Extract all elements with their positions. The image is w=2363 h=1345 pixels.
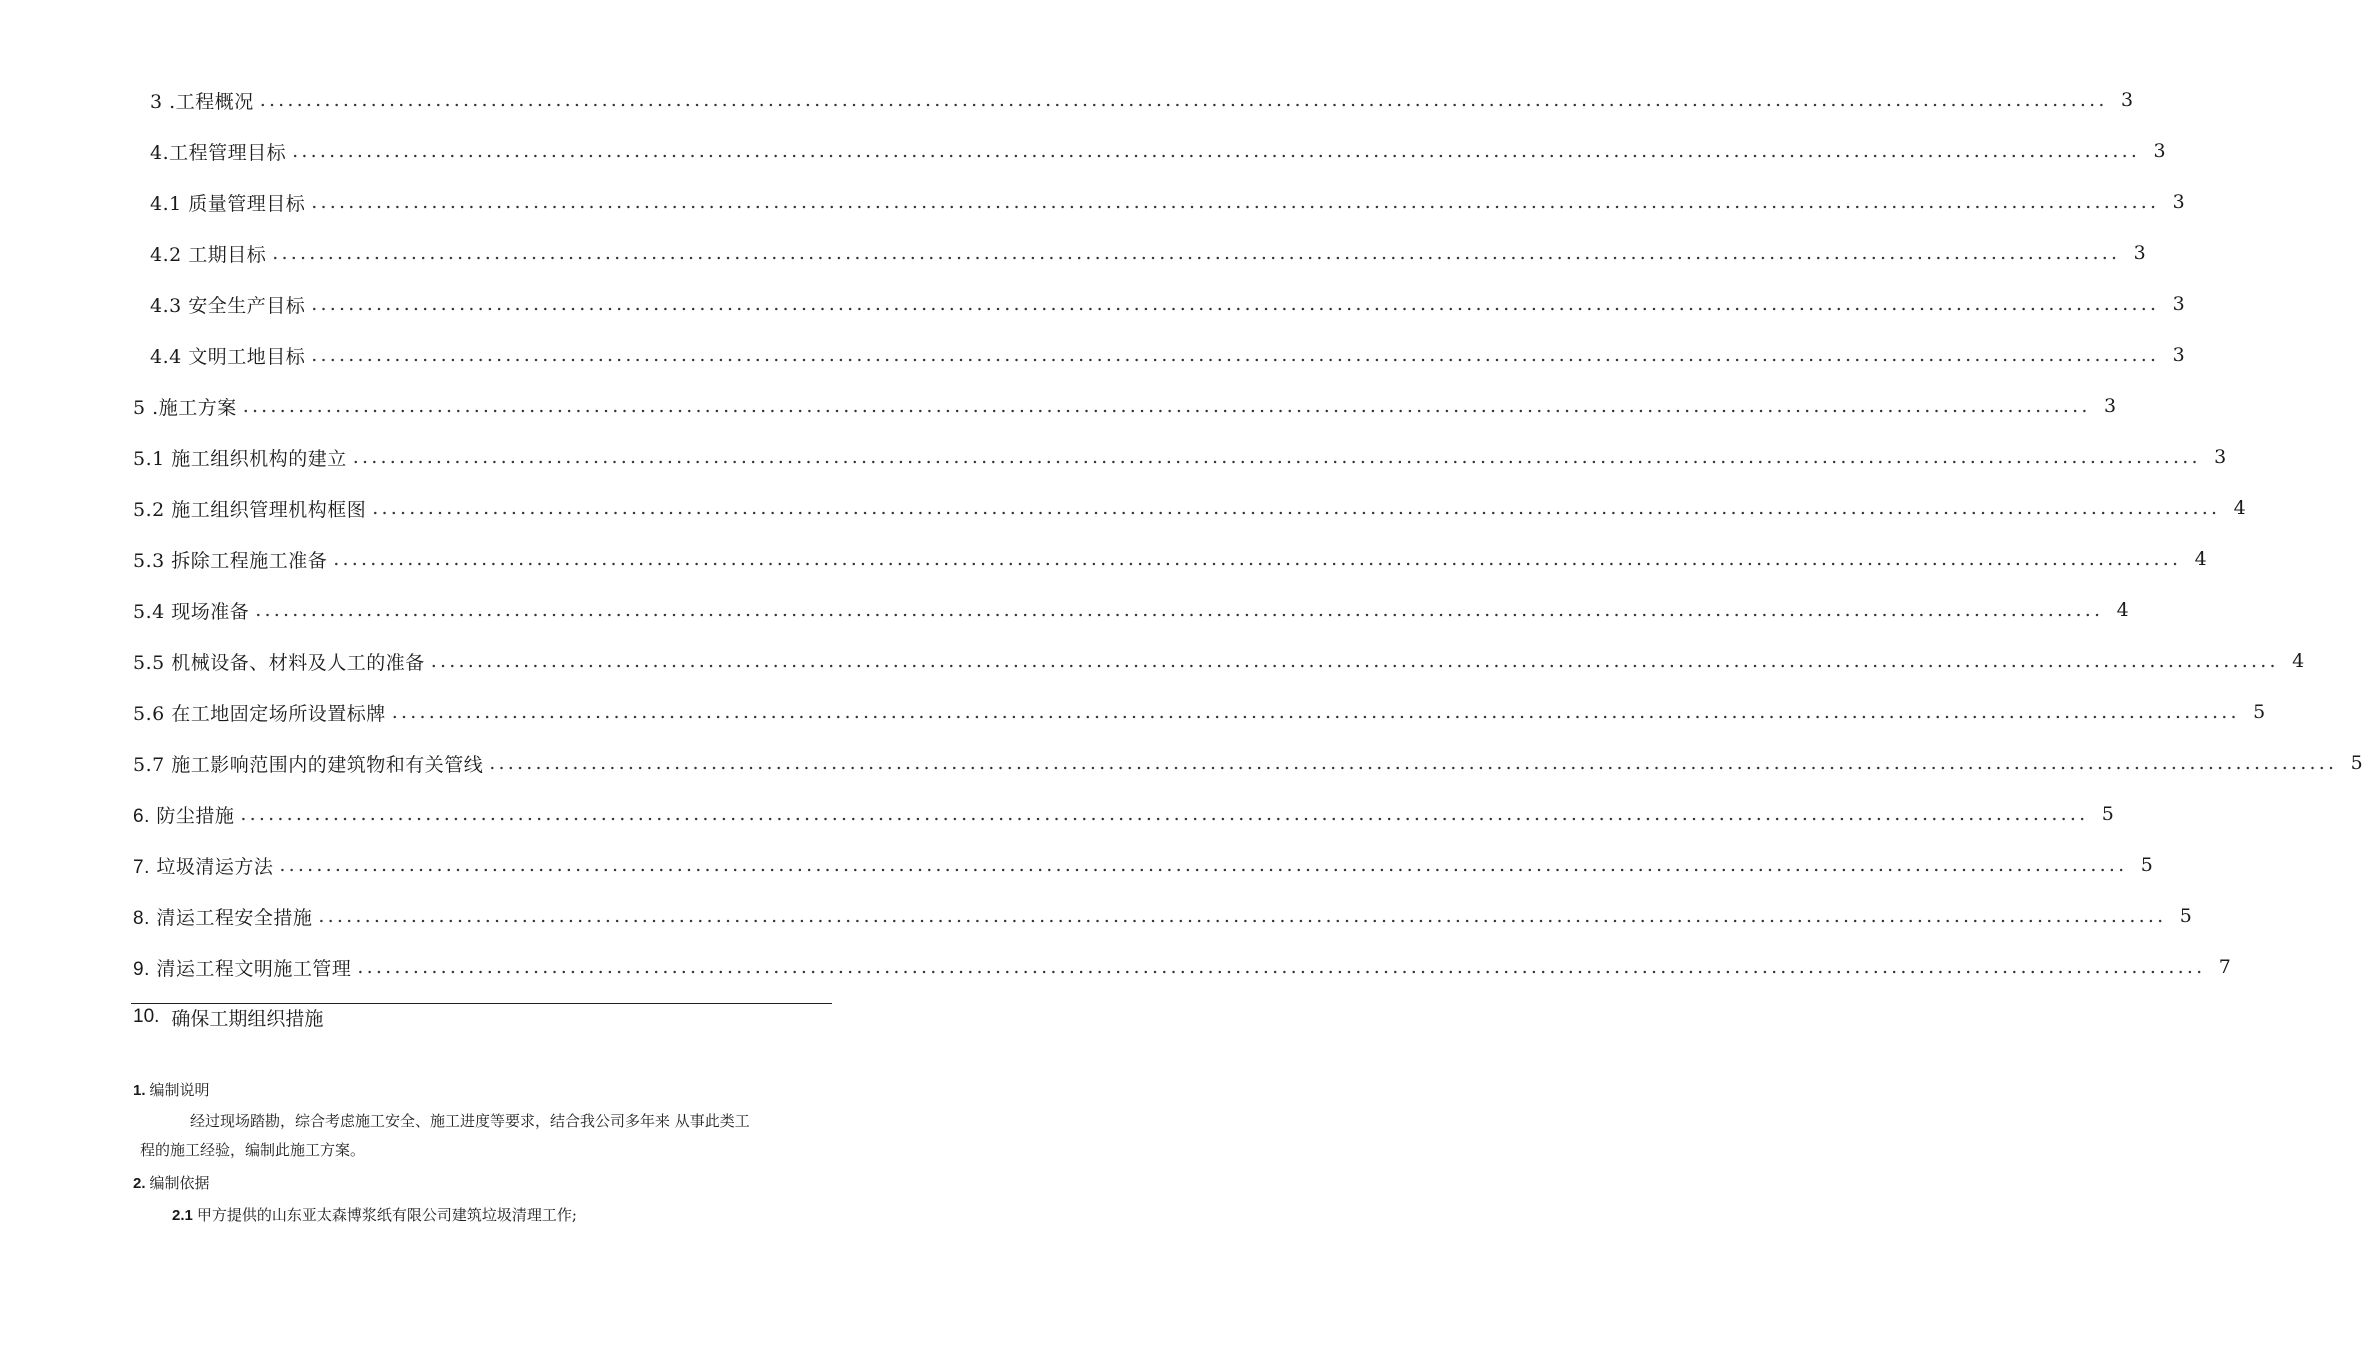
toc-entry[interactable] — [133, 749, 2363, 777]
toc-leader-dots: ........................................................................................................................................................................................................ — [372, 497, 2221, 519]
subsection-number: 2.1 — [172, 1207, 193, 1224]
section-number: 2. — [133, 1175, 146, 1192]
toc-entry-label: 5.5 机械设备、材料及人工的准备 — [133, 651, 425, 674]
toc-leader-dots: ........................................................................................................................................................................................................ — [292, 140, 2141, 162]
toc-page-number: 5 — [2179, 905, 2193, 927]
toc-entry-label: 4.4 文明工地目标 — [150, 345, 306, 368]
toc-entry-label: 5 .施工方案 — [133, 396, 237, 419]
toc-leader-dots: ........................................................................................................................................................................................................ — [279, 854, 2128, 876]
toc-page-number: 7 — [2218, 956, 2232, 978]
toc-entry[interactable] — [133, 545, 2208, 573]
toc-page-number: 5 — [2253, 701, 2266, 723]
toc-entry-label: 3 .工程概况 — [150, 90, 254, 113]
toc-page-number: 3 — [2172, 293, 2186, 315]
toc-leader-dots: ........................................................................................................................................................................................................ — [311, 191, 2160, 213]
toc-entry-label: 8. 清运工程安全措施 — [133, 906, 313, 929]
toc-entry-label: 5.1 施工组织机构的建立 — [133, 447, 347, 470]
toc-leader-dots: ........................................................................................................................................................................................................ — [255, 599, 2104, 621]
toc-entry[interactable] — [133, 800, 2115, 828]
section-heading — [133, 1169, 210, 1198]
toc-entry[interactable] — [133, 443, 2227, 471]
toc-leader-dots: ........................................................................................................................................................................................................ — [259, 89, 2108, 111]
toc-entry[interactable] — [133, 851, 2154, 879]
section-number: 1. — [133, 1082, 146, 1099]
toc-entry-label: 4.2 工期目标 — [150, 243, 267, 266]
toc-entry-label: 6. 防尘措施 — [133, 804, 235, 827]
toc-entry[interactable] — [150, 290, 2186, 318]
toc-leader-dots: ........................................................................................................................................................................................................ — [311, 344, 2160, 366]
toc-entry[interactable] — [133, 953, 2232, 981]
toc-entry-label: 7. 垃圾清运方法 — [133, 855, 274, 878]
toc-entry[interactable] — [133, 392, 2117, 420]
toc-page-number: 4 — [2292, 650, 2305, 672]
toc-page-number: 3 — [2172, 191, 2186, 213]
toc-entry[interactable] — [150, 341, 2186, 369]
toc-page-number: 3 — [2214, 446, 2227, 468]
toc-entry[interactable] — [150, 137, 2167, 165]
toc-page-number: 3 — [2121, 89, 2134, 111]
toc-entry[interactable] — [133, 902, 2193, 930]
toc-entry[interactable] — [133, 494, 2247, 522]
section-heading — [133, 1076, 210, 1105]
toc-page-number: 4 — [2194, 548, 2208, 570]
toc-entry-label: 4.1 质量管理目标 — [150, 192, 306, 215]
section-title: 编制说明 — [149, 1081, 210, 1099]
toc-entry-label: 9. 清运工程文明施工管理 — [133, 957, 352, 980]
toc-leader-dots: ........................................................................................................................................................................................................ — [318, 905, 2167, 927]
toc-page-number: 5 — [2101, 803, 2115, 825]
section-title: 编制依据 — [149, 1174, 210, 1192]
toc-leader-dots: ........................................................................................................................................................................................................ — [352, 446, 2201, 468]
toc-entry-label: 4.3 安全生产目标 — [150, 294, 306, 317]
toc-page-number: 3 — [2172, 344, 2186, 366]
toc-entry-label: 5.4 现场准备 — [133, 600, 250, 623]
toc-entry-label: 5.2 施工组织管理机构框图 — [133, 498, 367, 521]
toc-entry-label: 5.6 在工地固定场所设置标牌 — [133, 702, 386, 725]
toc-entry[interactable] — [150, 86, 2134, 114]
toc-entry[interactable] — [150, 239, 2147, 267]
toc-leader-dots: ........................................................................................................................................................................................................ — [242, 395, 2091, 417]
toc-entry-label: 5.7 施工影响范围内的建筑物和有关管线 — [133, 753, 484, 776]
toc-leader-dots: ........................................................................................................................................................................................................ — [333, 548, 2182, 570]
toc-page-number: 4 — [2233, 497, 2247, 519]
toc-entry-title: 确保工期组织措施 — [171, 1007, 324, 1030]
toc-entry[interactable] — [150, 188, 2186, 216]
toc-page-number: 5 — [2140, 854, 2154, 876]
toc-entry[interactable] — [133, 647, 2305, 675]
paragraph-line: 程的施工经验，编制此施工方案。 — [140, 1141, 366, 1159]
toc-page-number: 3 — [2104, 395, 2117, 417]
subsection-line — [172, 1201, 577, 1230]
toc-entry[interactable] — [133, 1003, 323, 1031]
paragraph-line: 经过现场踏勘，综合考虑施工安全、施工进度等要求，结合我公司多年来 从事此类工 — [190, 1112, 750, 1130]
toc-leader-dots: ........................................................................................................................................................................................................ — [391, 701, 2240, 723]
toc-entry-label: 4.工程管理目标 — [150, 141, 287, 164]
toc-page-number: 3 — [2133, 242, 2147, 264]
toc-leader-dots: ........................................................................................................................................................................................................ — [240, 803, 2089, 825]
toc-leader-dots: ........................................................................................................................................................................................................ — [311, 293, 2160, 315]
toc-leader-dots: ........................................................................................................................................................................................................ — [489, 752, 2338, 774]
toc-entry[interactable] — [133, 698, 2266, 726]
toc-leader-dots: ........................................................................................................................................................................................................ — [357, 956, 2206, 978]
toc-entry-number: 10. — [133, 1006, 160, 1027]
toc-page-number: 4 — [2116, 599, 2130, 621]
toc-leader-dots: ........................................................................................................................................................................................................ — [272, 242, 2121, 264]
toc-page-number: 3 — [2153, 140, 2167, 162]
toc-leader-dots: ........................................................................................................................................................................................................ — [430, 650, 2279, 672]
subsection-text: 甲方提供的山东亚太森博浆纸有限公司建筑垃圾清理工作; — [196, 1206, 577, 1224]
toc-entry[interactable] — [133, 596, 2130, 624]
toc-page-number: 5 — [2350, 752, 2363, 774]
toc-entry-label: 5.3 拆除工程施工准备 — [133, 549, 328, 572]
